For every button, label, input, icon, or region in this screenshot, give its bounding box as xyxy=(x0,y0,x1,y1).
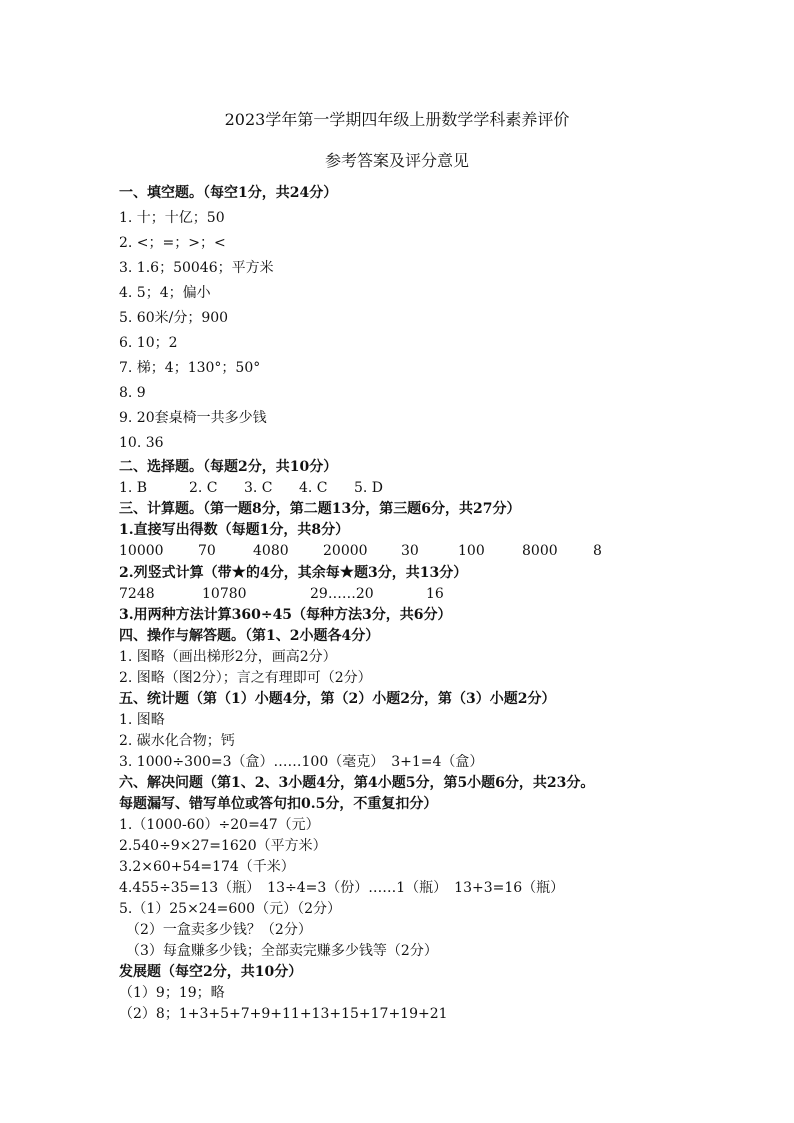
list-item: 5.（1）25×24=600（元）（2分） xyxy=(119,901,341,917)
star-icon: ★ xyxy=(339,562,355,581)
answer-value: 10000 xyxy=(119,543,164,559)
choice-answer: 3. C xyxy=(244,480,273,496)
section-6-note: 每题漏写、错写单位或答句扣0.5分，不重复扣分） xyxy=(119,796,438,812)
sub2-text-b: 的4分，其余每 xyxy=(245,565,340,581)
list-item: 9. 20套桌椅一共多少钱 xyxy=(119,410,267,426)
list-item: 10. 36 xyxy=(119,435,164,451)
list-item: 3.2×60+54=174（千米） xyxy=(119,859,295,875)
list-item: 3. 1.6；50046；平方米 xyxy=(119,260,274,276)
list-item: （3）每盒赚多少钱；全部卖完赚多少钱等（2分） xyxy=(119,943,438,959)
list-item: 8. 9 xyxy=(119,385,146,401)
answer-value: 30 xyxy=(401,543,419,559)
list-item: 5. 60米/分；900 xyxy=(119,310,229,326)
choice-answers-row xyxy=(119,479,409,497)
section-3-sub2 xyxy=(119,563,467,582)
section-3-sub3: 3.用两种方法计算360÷45（每种方法3分，共6分） xyxy=(119,607,452,623)
section-4-heading: 四、操作与解答题。（第1、2小题各4分） xyxy=(119,628,380,644)
answer-value: 29……20 xyxy=(310,586,374,602)
list-item: （2）8；1+3+5+7+9+11+13+15+17+19+21 xyxy=(119,1006,448,1022)
list-item: 3. 1000÷300=3（盒）……100（毫克） 3+1=4（盒） xyxy=(119,754,484,770)
sub2-text-a: 2.列竖式计算（带 xyxy=(119,565,232,581)
list-item: 6. 10；2 xyxy=(119,335,178,351)
star-icon: ★ xyxy=(231,562,246,581)
direct-answers-row xyxy=(119,542,613,560)
answer-value: 8 xyxy=(593,543,602,559)
list-item: 1. 图略 xyxy=(119,712,165,728)
answer-value: 70 xyxy=(198,543,216,559)
sub2-text-c: 题3分，共13分） xyxy=(354,565,468,581)
list-item: 2. 碳水化合物；钙 xyxy=(119,733,235,749)
section-3-heading: 三、计算题。（第一题8分，第二题13分，第三题6分，共27分） xyxy=(119,501,521,517)
document-subtitle: 参考答案及评分意见 xyxy=(324,151,469,170)
list-item: 1. 十；十亿；50 xyxy=(119,210,225,226)
section-7-heading: 发展题（每空2分，共10分） xyxy=(119,964,303,980)
vertical-calc-answers-row xyxy=(119,585,456,603)
answer-value: 10780 xyxy=(202,586,247,602)
section-1-heading: 一、填空题。（每空1分，共24分） xyxy=(119,185,338,201)
list-item: （2）一盒卖多少钱？（2分） xyxy=(119,922,312,938)
choice-answer: 4. C xyxy=(299,480,328,496)
section-3-sub1: 1.直接写出得数（每题1分，共8分） xyxy=(119,522,350,538)
answer-value: 20000 xyxy=(323,543,368,559)
answer-value: 8000 xyxy=(522,543,558,559)
list-item: 4. 5；4；偏小 xyxy=(119,285,211,301)
list-item: 4.455÷35=13（瓶） 13÷4=3（份）……1（瓶） 13+3=16（瓶） xyxy=(119,880,565,896)
answer-value: 16 xyxy=(426,586,444,602)
section-5-heading: 五、统计题（第（1）小题4分，第（2）小题2分，第（3）小题2分） xyxy=(119,691,556,707)
choice-answer: 1. B xyxy=(119,480,148,496)
answer-value: 100 xyxy=(458,543,485,559)
list-item: 1.（1000-60）÷20=47（元） xyxy=(119,817,320,833)
answer-value: 4080 xyxy=(253,543,289,559)
list-item: 7. 梯；4；130°；50° xyxy=(119,360,261,376)
document-title: 2023学年第一学期四年级上册数学学科素养评价 xyxy=(224,110,570,129)
list-item: 1. 图略（画出梯形2分，画高2分） xyxy=(119,649,337,665)
list-item: 2.540÷9×27=1620（平方米） xyxy=(119,838,327,854)
section-6-heading: 六、解决问题（第1、2、3小题4分，第4小题5分，第5小题6分，共23分。 xyxy=(119,775,595,791)
list-item: （1）9；19；略 xyxy=(119,985,225,1001)
section-2-heading: 二、选择题。（每题2分，共10分） xyxy=(119,459,338,475)
choice-answer: 5. D xyxy=(354,480,384,496)
list-item: 2. <；=；>；< xyxy=(119,235,226,251)
answer-value: 7248 xyxy=(119,586,155,602)
choice-answer: 2. C xyxy=(189,480,218,496)
list-item: 2. 图略（图2分）；言之有理即可（2分） xyxy=(119,670,372,686)
